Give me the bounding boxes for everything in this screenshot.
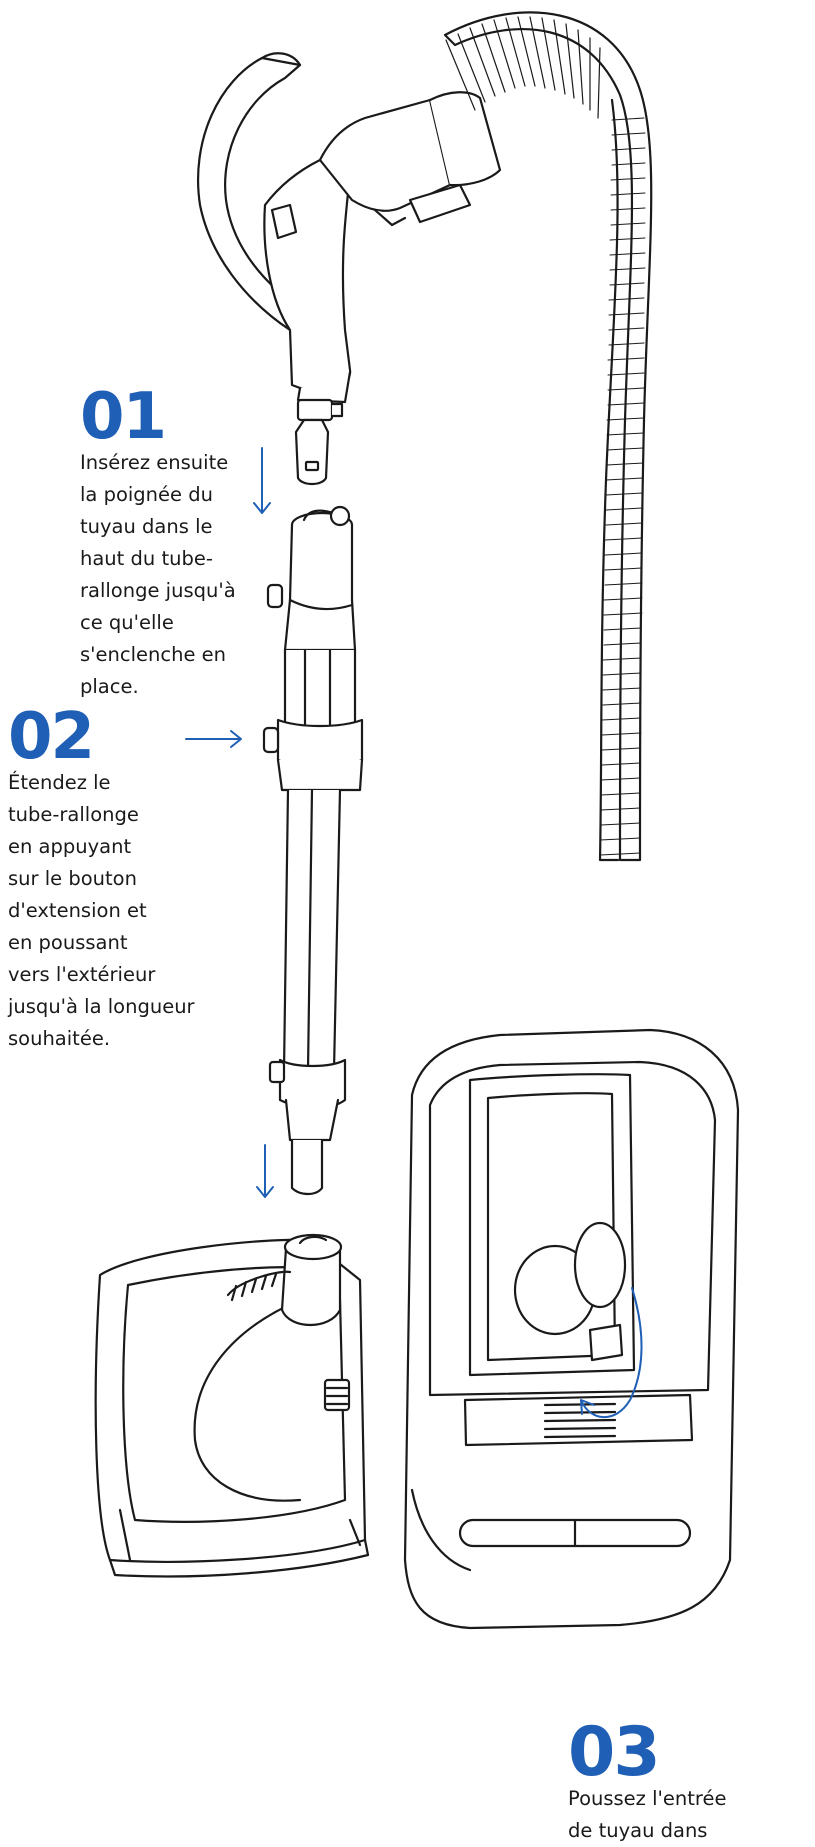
step-2-number: 02	[8, 700, 94, 774]
step-1	[80, 380, 280, 703]
floor-nozzle	[96, 1235, 368, 1576]
step-3-text: Poussez l'entrée de tuyau dans	[568, 1787, 727, 1842]
step-2	[8, 700, 218, 1055]
arrow-down-icon	[257, 1145, 273, 1197]
step-1-text: Insérez ensuite la poignée du tuyau dans le haut du tube- rallonge jusqu'à ce qu'elle s'enclenche en place.	[80, 451, 236, 698]
step-3	[568, 1713, 808, 1847]
vacuum-canister	[405, 1030, 738, 1628]
step-3-number: 03	[568, 1713, 659, 1792]
step-1-number: 01	[80, 380, 166, 454]
step-2-text: Étendez le tube-rallonge en appuyant sur le bouton d'extension et en poussant vers l'extérieur jusqu'à la longueur souhaitée.	[8, 771, 195, 1050]
